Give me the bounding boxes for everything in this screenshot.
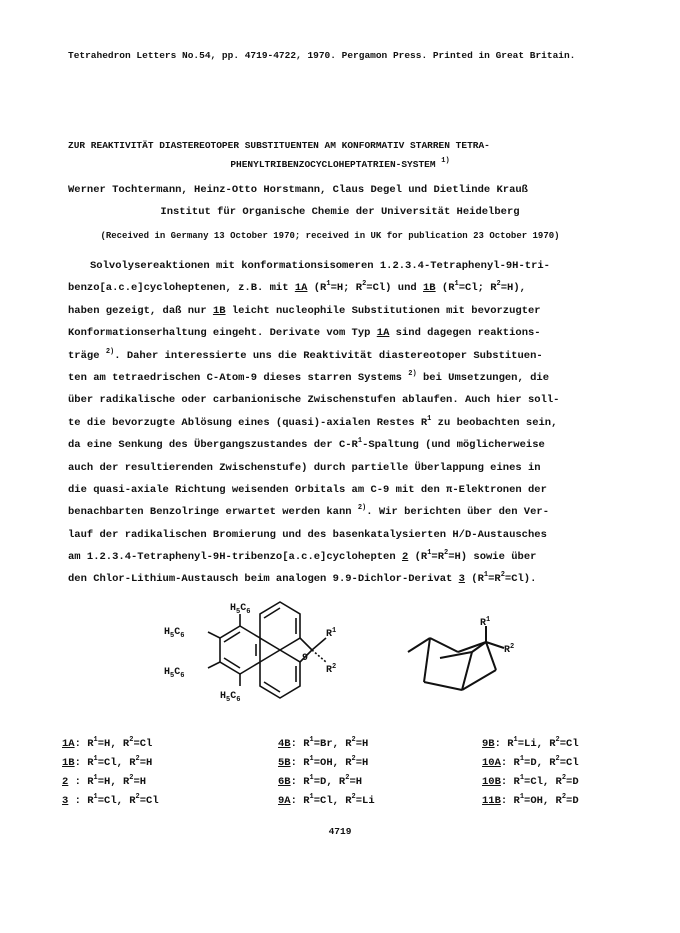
superscript: 2: [500, 571, 505, 580]
body-line: [68, 367, 608, 389]
compound-id: 6B: [278, 776, 291, 788]
body-text-span: benzo[a.c.e]cycloheptenen, z.B. mit: [68, 282, 295, 295]
superscript: 2: [129, 774, 134, 782]
superscript: 2: [444, 549, 449, 558]
compound-ref: 1A: [294, 282, 308, 295]
compound-entry: [62, 757, 152, 769]
compound-entry: [62, 776, 146, 788]
superscript: 2: [135, 755, 140, 763]
body-text-span: =R: [431, 551, 444, 564]
superscript: 2: [362, 280, 367, 289]
sketch-bond: [458, 642, 486, 652]
running-header: Tetrahedron Letters No.54, pp. 4719-4722, 1970. Pergamon Press. Printed in Great Britain.: [68, 50, 576, 61]
compound-text: =D: [566, 795, 579, 807]
phenyl-label-bottom: $H_5C_6$: [220, 691, 241, 704]
article-title-text: PHENYLTRIBENZOCYCLOHEPTATRIEN-SYSTEM: [230, 159, 436, 170]
body-text-span: am 1.2.3.4-Tetraphenyl-9H-tribenzo[a.c.e]cyclohepten: [68, 551, 402, 564]
body-text-span: (R: [464, 573, 484, 586]
compound-text: =Cl, R: [313, 795, 352, 807]
compound-id: 1A: [62, 738, 75, 750]
c9-bond-upper: [300, 638, 312, 650]
superscript: 1: [309, 736, 314, 744]
body-text: [68, 255, 608, 591]
body-line: [68, 457, 608, 479]
compound-id: 10B: [482, 776, 501, 788]
superscript: 1: [454, 280, 459, 289]
body-line: [68, 300, 608, 322]
compound-text: =Cl: [139, 795, 159, 807]
phenyl-bond: [208, 662, 220, 668]
compound-ref: 3: [458, 573, 465, 586]
sketch-bond: [424, 682, 462, 690]
body-text-span: te die bevorzugte Ablösung eines (quasi)-axialen Restes R: [68, 416, 428, 429]
body-text-span: (R: [307, 282, 327, 295]
compound-text: =Cl: [559, 738, 579, 750]
compound-text: : R: [74, 757, 94, 769]
compound-entry: [278, 795, 375, 807]
compound-text: =Cl: [559, 757, 579, 769]
compound-entry: [482, 738, 579, 750]
body-text-span: haben gezeigt, daß nur: [68, 304, 213, 317]
sketch-r2-label: $R^2$: [504, 643, 515, 656]
body-text-span: =H; R: [330, 282, 363, 295]
compound-text: =H: [355, 738, 369, 750]
compound-entry: [278, 738, 368, 750]
central-benzene-ring: [220, 626, 260, 674]
r2-bond: [312, 650, 326, 662]
compound-id: 1B: [62, 757, 75, 769]
body-line: [68, 345, 608, 367]
superscript: 1: [427, 549, 432, 558]
body-text-span: ten am tetraedrischen C-Atom-9 dieses starren Systems: [68, 371, 409, 384]
r1-label: $R^1$: [326, 627, 337, 640]
superscript: 1: [519, 774, 525, 782]
page-number: 4719: [328, 826, 352, 837]
compound-text: : R: [290, 738, 310, 750]
body-line: [68, 501, 608, 523]
compound-text: : R: [500, 795, 520, 807]
author-list: Werner Tochtermann, Heinz-Otto Horstmann, Claus Degel und Dietlinde Krauß: [68, 184, 528, 196]
sketch-r1-label: $R^1$: [480, 616, 491, 629]
body-line: [68, 412, 608, 434]
compound-text: =Cl, R: [97, 757, 136, 769]
superscript: 1: [93, 736, 98, 744]
superscript: 2: [135, 793, 140, 801]
compound-ref: 1B: [423, 282, 436, 295]
body-text-span: . Daher interessierte uns die Reaktivität diastereotoper Substituen-: [114, 349, 543, 362]
compound-entry: [62, 795, 159, 807]
superscript: 2: [496, 280, 501, 289]
body-text-span: sind dagegen reaktions-: [389, 327, 541, 340]
sketch-bond: [440, 652, 472, 658]
superscript: 2: [351, 793, 356, 801]
superscript: 1: [93, 755, 98, 763]
superscript: 2: [555, 755, 560, 763]
compound-entry: [482, 776, 579, 788]
compound-text: =H: [133, 776, 147, 788]
c9-label: 9: [302, 653, 309, 664]
body-text-span: (R: [408, 551, 428, 564]
body-text-span: bei Umsetzungen, die: [416, 371, 549, 384]
footnote-ref: 2): [105, 347, 115, 356]
compound-text: : R: [68, 795, 94, 807]
compound-text: =H: [355, 757, 369, 769]
body-text-span: . Wir berichten über den Ver-: [366, 506, 549, 519]
compound-ref: 1B: [212, 304, 226, 317]
body-text-span: Solvolysereaktionen mit konformationsisomeren 1.2.3.4-Tetraphenyl-9H-tri-: [90, 260, 550, 272]
compound-text: : R: [290, 757, 310, 769]
compound-id: 2: [62, 776, 69, 788]
compound-text: =OH, R: [313, 757, 352, 769]
body-text-span: zu beobachten sein,: [431, 416, 558, 429]
body-line: [68, 322, 608, 344]
compound-text: =Br, R: [313, 738, 352, 750]
upper-benzo-ring: [260, 602, 300, 650]
body-line: [68, 255, 608, 277]
body-text-span: =Cl; R: [458, 282, 497, 295]
body-line: [68, 524, 608, 546]
superscript: 2: [561, 774, 567, 782]
compound-text: =H: [349, 776, 363, 788]
body-text-span: träge: [68, 349, 106, 362]
compound-text: : R: [68, 776, 94, 788]
compound-entry: [278, 776, 362, 788]
sketch-bond: [408, 638, 430, 652]
sketch-bond: [424, 638, 430, 682]
compound-entry: [482, 757, 579, 769]
compound-entry: [278, 757, 368, 769]
body-text-span: benachbarten Benzolringe erwartet werden kann: [68, 506, 358, 519]
compound-text: =D, R: [313, 776, 346, 788]
compound-id: 3: [62, 795, 69, 807]
title-footnote-ref: 1): [441, 157, 450, 165]
conformation-sketch: [400, 616, 530, 706]
compound-id: 11B: [482, 795, 501, 807]
phenyl-label-upper-left: $H_5C_6$: [164, 627, 185, 640]
superscript: 1: [309, 774, 314, 782]
body-text-span: (R: [435, 282, 455, 295]
body-line: [68, 546, 608, 568]
compound-text: =Cl: [133, 738, 153, 750]
compound-ref: 1A: [376, 327, 390, 340]
article-title-line-1: ZUR REAKTIVITÄT DIASTEREOTOPER SUBSTITUENTEN AM KONFORMATIV STARREN TETRA-: [68, 140, 490, 151]
superscript: 1: [427, 414, 432, 423]
superscript: 1: [93, 793, 98, 801]
compound-id: 9B: [482, 738, 495, 750]
body-line: [68, 434, 608, 456]
phenyl-label-top: $H_5C_6$: [230, 603, 251, 616]
compound-text: : R: [290, 795, 310, 807]
compound-text: =Li: [355, 795, 375, 807]
body-text-span: über radikalische oder carbanionische Zwischenstufen ablaufen. Auch hier soll-: [68, 394, 560, 407]
compound-text: =H: [139, 757, 153, 769]
body-text-span: die quasi-axiale Richtung weisenden Orbitals am C-9 mit den π-Elektronen der: [68, 483, 547, 496]
body-text-span: -Spaltung (und möglicherweise: [362, 439, 545, 452]
superscript: 2: [351, 736, 356, 744]
body-line: [68, 389, 608, 411]
compound-ref: 2: [401, 551, 409, 564]
body-text-span: =R: [488, 573, 501, 586]
superscript: 1: [309, 793, 314, 801]
superscript: 1: [93, 774, 98, 782]
phenyl-bond: [208, 632, 220, 638]
superscript: 2: [345, 774, 350, 782]
compound-entry: [482, 795, 579, 807]
compound-text: : R: [74, 738, 94, 750]
compound-text: =Cl, R: [97, 795, 136, 807]
compound-text: =Li, R: [517, 738, 556, 750]
body-text-span: =H) sowie über: [448, 551, 537, 564]
body-text-span: lauf der radikalischen Bromierung und des basenkatalysierten H/D-Austausches: [68, 528, 547, 541]
lower-benzo-ring: [260, 650, 300, 698]
sketch-bond: [430, 638, 458, 652]
phenyl-label-lower-left: $H_5C_6$: [164, 667, 185, 680]
received-dates: (Received in Germany 13 October 1970; received in UK for publication 23 October 1970): [100, 231, 560, 241]
compound-text: =H, R: [97, 776, 130, 788]
compound-id: 5B: [278, 757, 291, 769]
superscript: 1: [483, 571, 489, 580]
body-line: [68, 479, 608, 501]
compound-text: : R: [500, 757, 520, 769]
superscript: 2: [561, 793, 567, 801]
compound-id: 9A: [278, 795, 291, 807]
superscript: 2: [555, 736, 560, 744]
sketch-bond: [486, 642, 496, 670]
superscript: 1: [326, 280, 331, 289]
compound-text: =Cl, R: [524, 776, 562, 788]
r1-bond: [312, 638, 326, 650]
compound-text: : R: [500, 776, 520, 788]
footnote-ref: 2): [357, 504, 367, 513]
superscript: 1: [513, 736, 518, 744]
compound-id: 10A: [482, 757, 501, 769]
body-line: [68, 277, 608, 299]
body-text-span: =Cl).: [504, 573, 537, 586]
body-text-span: Konformationserhaltung eingeht. Derivate vom Typ: [68, 327, 377, 340]
compound-text: =D, R: [524, 757, 556, 769]
superscript: 1: [357, 437, 363, 446]
article-title-line-2: [0, 159, 680, 170]
compound-text: : R: [290, 776, 310, 788]
compound-text: =H, R: [97, 738, 130, 750]
tribenzocycloheptene-structure: [160, 598, 350, 723]
compound-text: =OH, R: [524, 795, 562, 807]
body-line: [68, 568, 608, 590]
footnote-ref: 2): [408, 369, 417, 378]
compound-id: 4B: [278, 738, 291, 750]
superscript: 1: [309, 755, 314, 763]
body-text-span: =H),: [500, 282, 526, 295]
compound-text: : R: [494, 738, 514, 750]
body-text-span: den Chlor-Lithium-Austausch beim analogen 9.9-Dichlor-Derivat: [68, 573, 459, 586]
compound-text: =D: [566, 776, 579, 788]
body-text-span: =Cl) und: [366, 282, 423, 295]
body-text-span: leicht nucleophile Substitutionen mit bevorzugter: [225, 304, 541, 317]
r2-label: $R^2$: [326, 663, 337, 676]
superscript: 2: [129, 736, 134, 744]
institution: Institut für Organische Chemie der Universität Heidelberg: [160, 206, 520, 218]
compound-entry: [62, 738, 152, 750]
superscript: 2: [351, 755, 356, 763]
body-text-span: da eine Senkung des Übergangszustandes der C-R: [68, 439, 358, 452]
superscript: 1: [519, 793, 525, 801]
superscript: 1: [519, 755, 525, 763]
body-text-span: auch der resultierenden Zwischenstufe) durch partielle Überlappung eines in: [68, 461, 541, 474]
